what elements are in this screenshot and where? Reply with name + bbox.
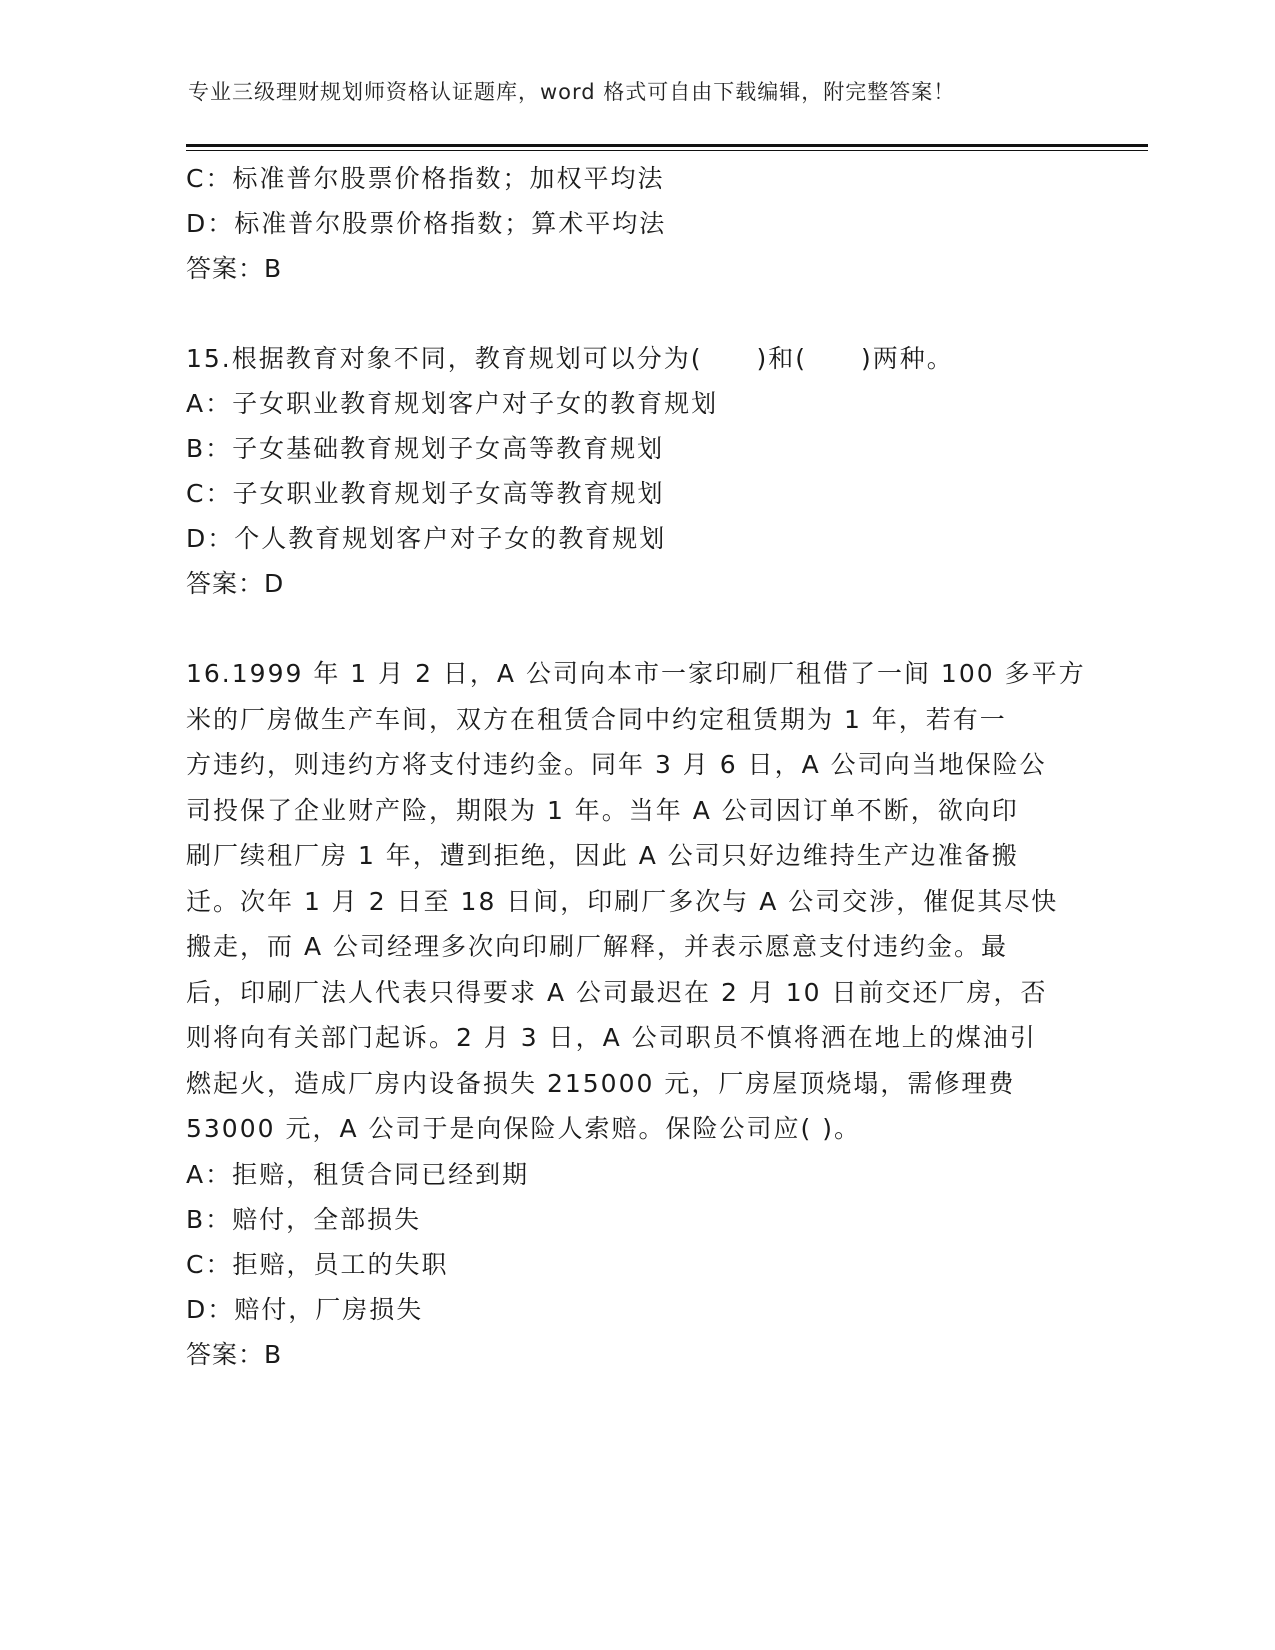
q16-stem-line: 刷厂续租厂房 1 年，遭到拒绝，因此 A 公司只好边维持生产边准备搬 bbox=[186, 841, 1019, 870]
spacer bbox=[186, 291, 1086, 336]
q16-option-d: D：赔付，厂房损失 bbox=[186, 1294, 424, 1324]
q15-answer: 答案：D bbox=[186, 569, 285, 598]
spacer bbox=[186, 606, 1086, 651]
q16-option-b: B：赔付，全部损失 bbox=[186, 1204, 422, 1234]
header-divider-thin bbox=[186, 150, 1148, 151]
q16-stem-line: 燃起火，造成厂房内设备损失 215000 元，厂房屋顶烧塌，需修理费 bbox=[186, 1068, 1016, 1098]
q15-option-b: B：子女基础教育规划子女高等教育规划 bbox=[186, 434, 665, 463]
q16-answer: 答案：B bbox=[186, 1339, 283, 1369]
question-content bbox=[186, 156, 1086, 1377]
q16-option-c: C：拒赔，员工的失职 bbox=[186, 1249, 449, 1279]
q14-option-c: C：标准普尔股票价格指数；加权平均法 bbox=[186, 164, 665, 193]
q16-stem-line: 后，印刷厂法人代表只得要求 A 公司最迟在 2 月 10 日前交还厂房，否 bbox=[186, 977, 1048, 1007]
q14-option-d: D：标准普尔股票价格指数；算术平均法 bbox=[186, 209, 667, 238]
q16-stem-line: 搬走，而 A 公司经理多次向印刷厂解释，并表示愿意支付违约金。最 bbox=[186, 932, 1008, 961]
q16-stem-line: 迁。次年 1 月 2 日至 18 日间，印刷厂多次与 A 公司交涉，催促其尽快 bbox=[186, 886, 1059, 916]
q16-stem-line: 53000 元，A 公司于是向保险人索赔。保险公司应( )。 bbox=[186, 1114, 861, 1143]
q16-stem bbox=[186, 651, 1086, 1152]
q14-answer: 答案：B bbox=[186, 254, 283, 283]
q16-stem-line: 米的厂房做生产车间，双方在租赁合同中约定租赁期为 1 年，若有一 bbox=[186, 704, 1007, 734]
question-14 bbox=[186, 156, 1086, 291]
q16-stem-line: 司投保了企业财产险，期限为 1 年。当年 A 公司因订单不断，欲向印 bbox=[186, 795, 1019, 825]
page-header-title: 专业三级理财规划师资格认证题库，word 格式可自由下载编辑，附完整答案！ bbox=[188, 80, 956, 104]
q16-stem-line: 则将向有关部门起诉。2 月 3 日，A 公司职员不慎将洒在地上的煤油引 bbox=[186, 1023, 1037, 1052]
q16-option-a: A：拒赔，租赁合同已经到期 bbox=[186, 1159, 530, 1189]
question-15 bbox=[186, 336, 1086, 606]
q15-option-a: A：子女职业教育规划客户对子女的教育规划 bbox=[186, 389, 719, 418]
q15-option-d: D：个人教育规划客户对子女的教育规划 bbox=[186, 524, 667, 553]
q16-stem-line: 16.1999 年 1 月 2 日，A 公司向本市一家印刷厂租借了一间 100 多平方 bbox=[186, 659, 1086, 688]
q15-option-c: C：子女职业教育规划子女高等教育规划 bbox=[186, 479, 665, 508]
q16-stem-line: 方违约，则违约方将支付违约金。同年 3 月 6 日，A 公司向当地保险公 bbox=[186, 750, 1047, 779]
question-16 bbox=[186, 651, 1086, 1377]
header-divider-thick bbox=[186, 144, 1148, 147]
q15-stem: 15.根据教育对象不同，教育规划可以分为( )和( )两种。 bbox=[186, 344, 954, 373]
